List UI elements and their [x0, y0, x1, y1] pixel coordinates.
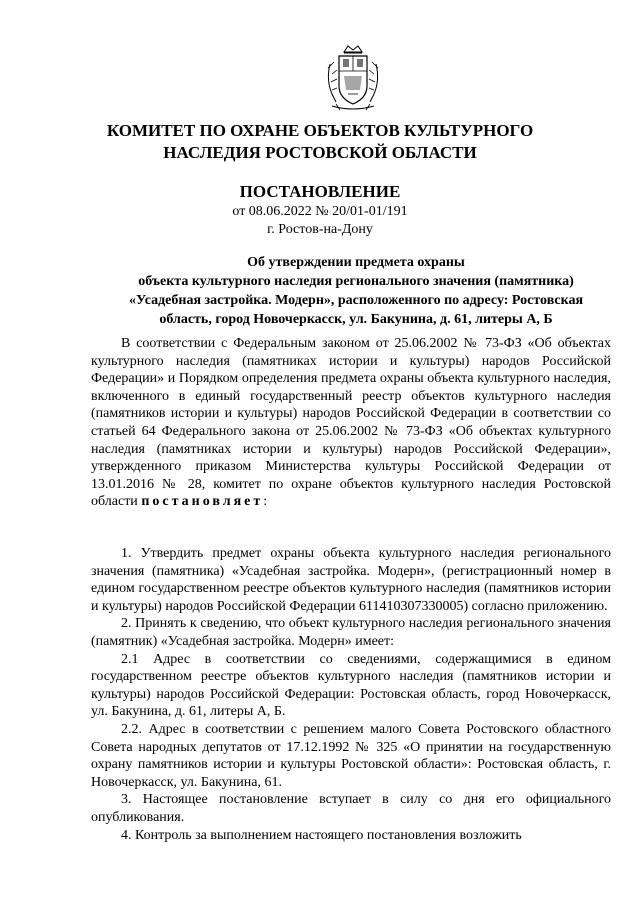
organization-name-line2: НАСЛЕДИЯ РОСТОВСКОЙ ОБЛАСТИ — [163, 143, 477, 162]
title-line: объекта культурного наследия регионального значения (памятника) — [138, 274, 574, 289]
organization-name-line1: КОМИТЕТ ПО ОХРАНЕ ОБЪЕКТОВ КУЛЬТУРНОГО — [106, 121, 534, 140]
document-type: ПОСТАНОВЛЕНИЕ — [239, 182, 401, 201]
resolves-word: постановляет — [141, 494, 264, 510]
resolution-items — [91, 545, 611, 844]
list-item: 2. Принять к сведению, что объект культурного наследия регионального значения (памятник) «Усадебная застройка. Модерн» имеет: — [91, 616, 611, 649]
document-city: г. Ростов-на-Дону — [267, 222, 373, 237]
document-title — [96, 253, 616, 329]
preamble — [91, 335, 611, 511]
title-line: «Усадебная застройка. Модерн», расположенного по адресу: Ростовская — [128, 293, 584, 308]
list-item: 1. Утвердить предмет охраны объекта культурного наследия регионального значения (памятника) «Усадебная застройка. Модерн», (регистрационный номер в едином государственном реестре объектов культурного наследия (памятников истории и культуры) народов Российской Федерации 611410307330005) согласно приложению. — [91, 546, 611, 614]
list-item: 4. Контроль за выполнением настоящего постановления возложить — [121, 827, 522, 843]
title-line: область, город Новочеркасск, ул. Бакунина, д. 61, литеры А, Б — [159, 312, 553, 327]
document-date-number: от 08.06.2022 № 20/01-01/191 — [232, 204, 408, 219]
list-item: 2.1 Адрес в соответствии со сведениями, содержащимися в едином государственном реестре объектов культурного наследия (памятников истории и культуры) народов Российской Федерации: Ростовская область, город Новочеркасск, ул. Бакунина, д. 61, литеры А, Б. — [91, 651, 611, 720]
list-item: 2.2. Адрес в соответствии с решением малого Совета Ростовского областного Совета народных депутатов от 17.12.1992 № 325 «О принятии на государственную охрану памятников истории и культуры Ростовской области»: Ростовская область, г. Новочеркасск, ул. Бакунина, 61. — [91, 721, 611, 790]
list-item: 3. Настоящее постановление вступает в силу со дня его официального опубликования. — [91, 792, 611, 825]
preamble-paragraph — [91, 335, 611, 511]
coat-of-arms-icon — [324, 44, 382, 112]
preamble-text: В соответствии с Федеральным законом от 25.06.2002 № 73-ФЗ «Об объектах культурного наследия (памятниках истории и культуры) народов Российской Федерации» и Порядком определения предмета охраны объекта культурного наследия, включенного в единый государственный реестр объектов культурного наследия (памятников истории и культуры) народов Российской Федерации в соответствии со статьей 64 Федерального закона от 25.06.2002 № 73-ФЗ «Об объектах культурного наследия (памятниках истории и культуры) народов Российской Федерации», утвержденного приказом Министерства культуры Российской Федерации от 13.01.2016 № 28, комитет по охране объектов культурного наследия Ростовской области — [91, 336, 611, 510]
resolves-suffix: : — [263, 494, 268, 510]
title-line: Об утверждении предмета охраны — [247, 255, 465, 270]
